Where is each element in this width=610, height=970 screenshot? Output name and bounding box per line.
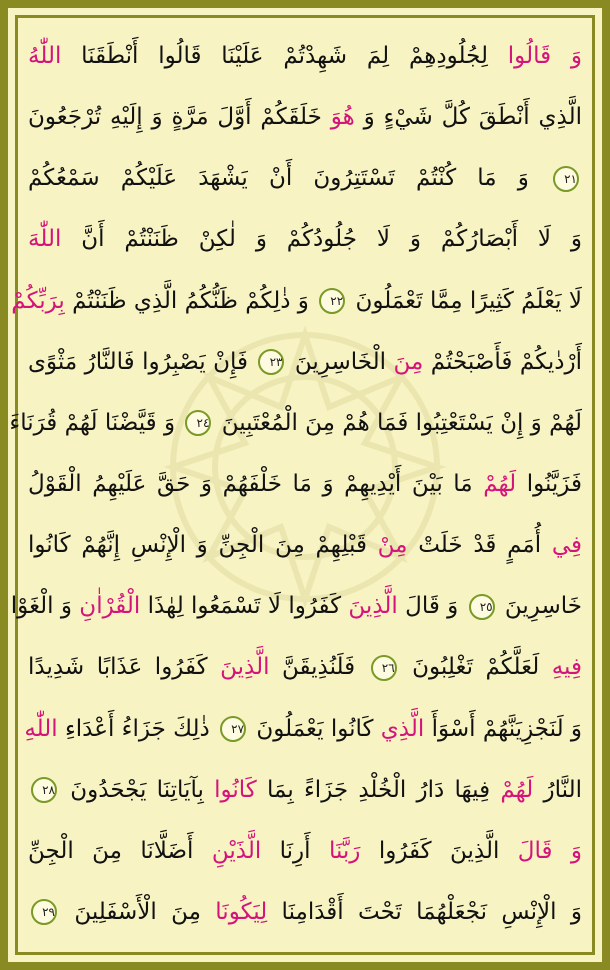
verse-text: خَاسِرِينَ	[497, 593, 582, 620]
text-line	[28, 831, 582, 871]
highlighted-word: فِي	[551, 532, 583, 559]
verse-text: وَ مَا كُنْتُمْ تَسْتَتِرُونَ أَنْ يَشْهَدَ عَلَيْكُمْ سَمْعُكُمْ	[28, 165, 550, 192]
verse-text: وَ لَا أَبْصَارُكُمْ وَ لَا جُلُودُكُمْ وَ لٰكِنْ ظَنَنْتُمْ أَنَّ	[61, 226, 582, 253]
text-line	[28, 770, 582, 810]
verse-text: لَا يَعْلَمُ كَثِيرًا مِمَّا تَعْمَلُونَ	[348, 287, 582, 314]
verse-lines	[9, 30, 583, 940]
verse-text: وَ لَنَجْزِيَنَّهُمْ أَسْوَأَ	[424, 715, 582, 742]
verse-text: قَبْلِهِمْ مِنَ الْجِنِّ وَ الْإِنْسِ إِنَّهُمْ كَانُوا	[28, 532, 378, 559]
text-line	[28, 647, 582, 687]
verse-text: الْخَاسِرِينَ	[287, 348, 394, 375]
text-line	[28, 97, 582, 137]
highlighted-word: الَّذِي	[380, 715, 425, 742]
verse-text: وَ الْإِنْسِ نَجْعَلْهُمَا تَحْتَ أَقْدَامِنَا	[267, 898, 582, 925]
text-line	[11, 281, 582, 321]
verse-text: كَفَرُوا عَذَابًا شَدِيدًا	[28, 654, 221, 681]
text-line	[28, 158, 582, 198]
verse-number-marker: ٢٥	[469, 594, 495, 620]
highlighted-word: فِيهِ	[551, 654, 582, 681]
highlighted-word: اللّٰهَ	[28, 226, 62, 253]
text-line	[28, 464, 582, 504]
verse-number-marker: ٢٩	[31, 899, 57, 925]
verse-text: وَ الْغَوْا	[10, 593, 80, 620]
verse-text: فَلَنُذِيقَنَّ	[269, 654, 368, 681]
verse-text: أَضَلَّانَا مِنَ الْجِنِّ	[28, 837, 212, 864]
verse-text: أَرِنَا	[261, 837, 329, 864]
verse-text: خَلَقَكُمْ أَوَّلَ مَرَّةٍ وَ إِلَيْهِ تُرْجَعُونَ	[28, 104, 331, 131]
verse-text: أَرْدٰيكُمْ فَأَصْبَحْتُمْ	[423, 348, 582, 375]
page-background	[8, 8, 602, 962]
verse-text: لِجُلُودِهِمْ لِمَ شَهِدْتُمْ عَلَيْنَا قَالُوا أَنْطَقَنَا	[61, 43, 508, 69]
highlighted-word: كَانُوا	[214, 776, 257, 803]
verse-text: أُمَمٍ قَدْ خَلَتْ	[407, 532, 552, 559]
text-line	[28, 525, 582, 565]
highlighted-word: الَّذَيْنِ	[211, 837, 262, 864]
highlighted-word: بِرَبِّكُمْ	[11, 287, 65, 314]
text-line	[24, 709, 582, 749]
verse-text: مَا بَيْنَ أَيْدِيهِمْ وَ مَا خَلْفَهُمْ وَ حَقَّ عَلَيْهِمُ الْقَوْلُ	[28, 470, 484, 497]
text-line	[10, 586, 582, 626]
verse-text: لَعَلَّكُمْ تَغْلِبُونَ	[399, 654, 552, 681]
highlighted-word: لَهُمْ	[500, 776, 534, 803]
highlighted-word: الَّذِينَ	[348, 593, 398, 620]
text-line	[28, 892, 582, 932]
verse-number-marker: ٢١	[553, 166, 579, 192]
verse-text: فَزَيَّنُوا	[516, 470, 582, 497]
verse-text: فَإِنْ يَصْبِرُوا فَالنَّارُ مَثْوًى	[28, 348, 256, 375]
verse-number-marker: ٢٦	[371, 655, 397, 681]
highlighted-word: مِنَ	[393, 348, 424, 375]
verse-text: فِيهَا دَارُ الْخُلْدِ جَزَاءً بِمَا	[256, 776, 501, 803]
highlighted-word: اللّٰهِ	[24, 715, 58, 742]
highlighted-word: لَهُمْ	[483, 470, 517, 497]
highlighted-word: وَ قَالُوا	[507, 43, 582, 69]
highlighted-word: الَّذِينَ	[220, 654, 270, 681]
highlighted-word: لِيَكُونَا	[215, 898, 268, 925]
verse-text: الَّذِي أَنْطَقَ كُلَّ شَيْءٍ وَ	[354, 104, 582, 131]
text-line	[28, 219, 582, 259]
highlighted-word: اللّٰهُ	[28, 43, 62, 69]
verse-text: بِآيَاتِنَا يَجْحَدُونَ	[60, 776, 215, 803]
verse-text: وَ قَالَ	[397, 593, 466, 620]
verse-number-marker: ٢٨	[31, 777, 57, 803]
verse-number-marker: ٢٧	[220, 716, 246, 742]
text-line	[28, 36, 582, 76]
highlighted-word: هُوَ	[330, 104, 355, 131]
verse-text: كَانُوا يَعْمَلُونَ	[249, 715, 381, 742]
verse-number-marker: ٢٤	[185, 410, 211, 436]
highlighted-word: رَبَّنَا	[328, 837, 361, 864]
text-line	[9, 403, 582, 443]
verse-number-marker: ٢٣	[258, 349, 284, 375]
highlighted-word: وَ قَالَ	[517, 837, 583, 864]
verse-text: النَّارُ	[533, 776, 582, 803]
highlighted-word: الْقُرْاٰنِ	[79, 593, 141, 620]
verse-text: لَهُمْ وَ إِنْ يَسْتَعْتِبُوا فَمَا هُمْ مِنَ الْمُعْتَبِينَ	[214, 409, 582, 436]
verse-text: ذٰلِكَ جَزَاءُ أَعْدَاءِ	[57, 715, 218, 742]
text-area	[9, 30, 583, 940]
highlighted-word: مِنْ	[377, 532, 408, 559]
text-line	[28, 342, 582, 382]
verse-text: كَفَرُوا لَا تَسْمَعُوا لِهٰذَا	[140, 593, 349, 620]
verse-text: وَ قَيَّضْنَا لَهُمْ قُرَنَاءَ	[9, 409, 183, 436]
verse-text: مِنَ الْأَسْفَلِينَ	[60, 898, 216, 925]
verse-text: الَّذِينَ كَفَرُوا	[360, 837, 518, 864]
verse-text: وَ ذٰلِكُمْ ظَنُّكُمُ الَّذِي ظَنَنْتُمْ	[64, 287, 317, 314]
verse-number-marker: ٢٢	[319, 288, 345, 314]
